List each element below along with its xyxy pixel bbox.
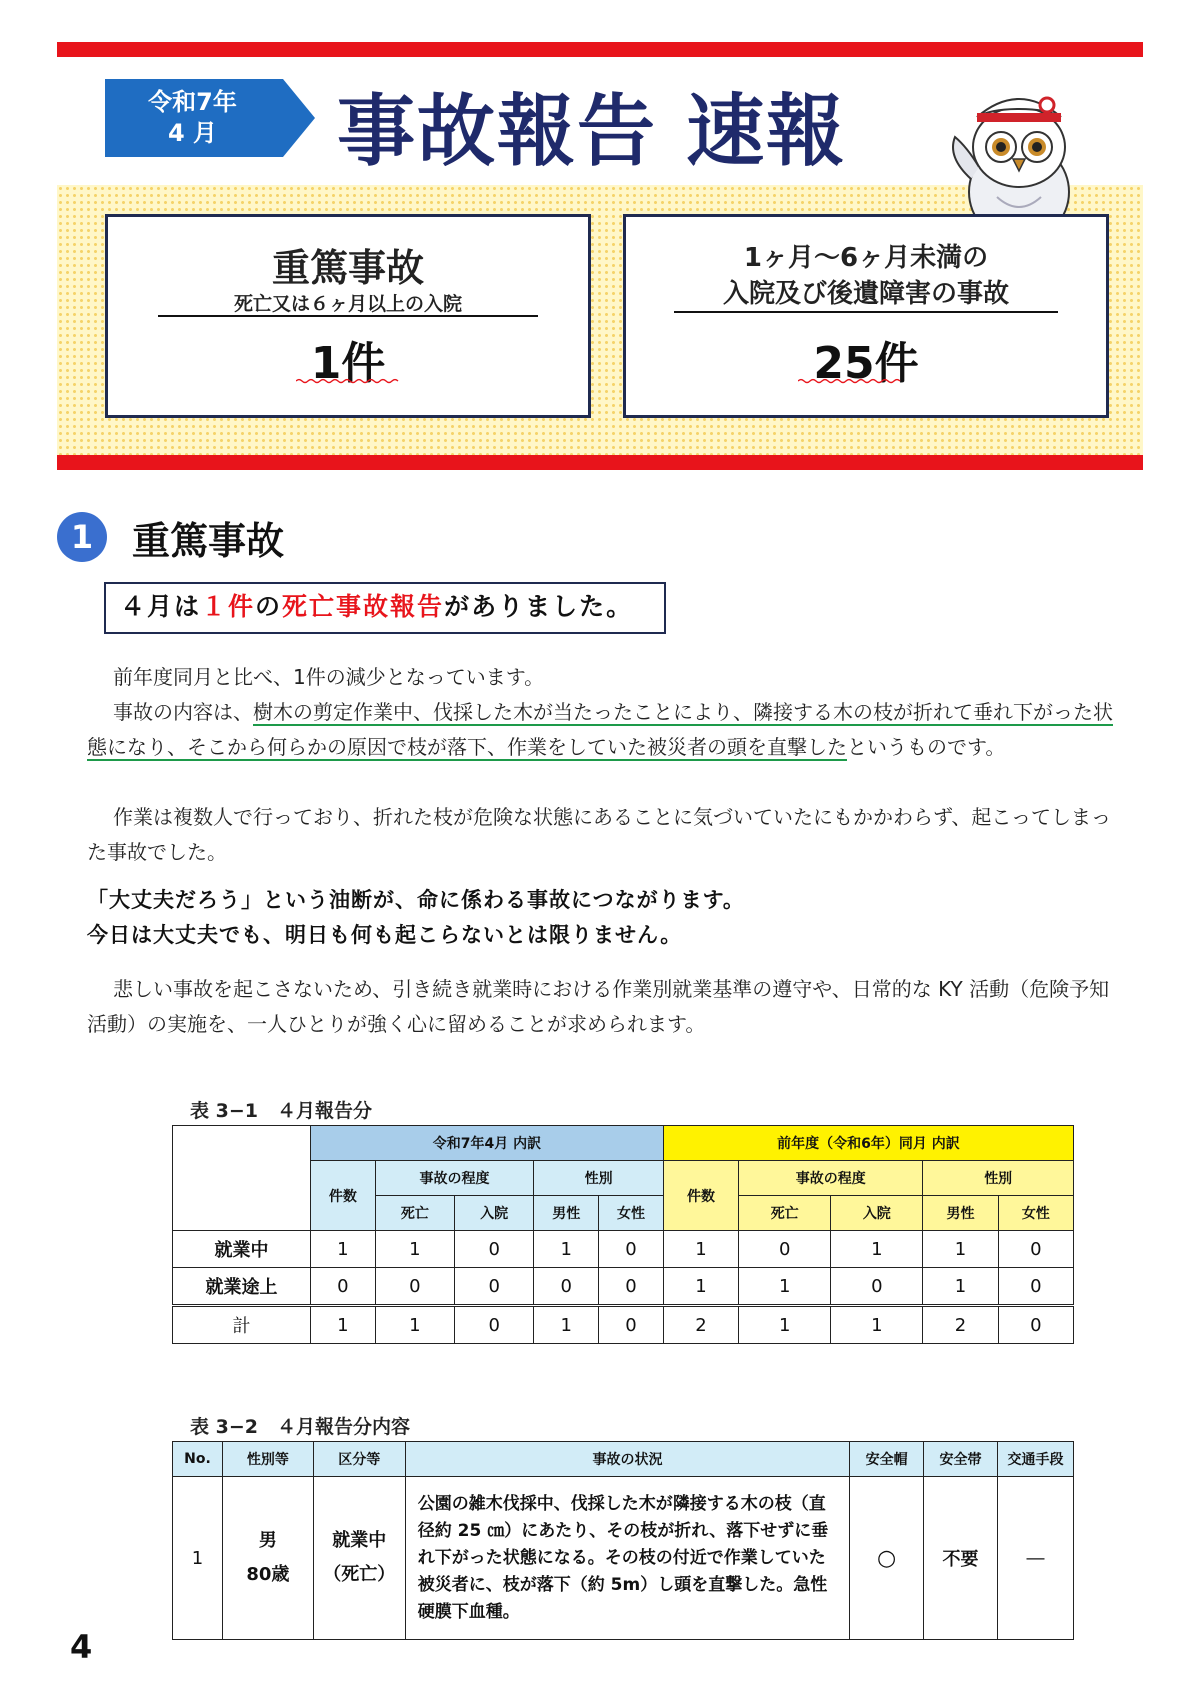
other-accident-box bbox=[623, 214, 1109, 418]
col-belt: 安全帯 bbox=[924, 1442, 998, 1477]
col-male: 男性 bbox=[923, 1196, 998, 1231]
col-female: 女性 bbox=[599, 1196, 664, 1231]
col-degree: 事故の程度 bbox=[739, 1161, 923, 1196]
bottom-red-bar bbox=[57, 455, 1143, 470]
badge-year: 令和7年 bbox=[148, 88, 237, 116]
cell: 0 bbox=[998, 1306, 1073, 1344]
cell: 0 bbox=[455, 1268, 534, 1306]
cell: 0 bbox=[998, 1268, 1073, 1306]
paragraph-4: 悲しい事故を起こさないため、引き続き就業時における作業別就業基準の遵守や、日常的な KY 活動（危険予知活動）の実施を、一人ひとりが強く心に留めることが求められます。 bbox=[87, 977, 1110, 1036]
callout-text: がありました。 bbox=[444, 592, 634, 621]
cell: 1 bbox=[311, 1231, 376, 1268]
col-no: No. bbox=[173, 1442, 223, 1477]
section-title: 重篤事故 bbox=[132, 519, 285, 563]
category-detail: （死亡） bbox=[323, 1564, 396, 1585]
cell: 1 bbox=[831, 1231, 923, 1268]
cell-belt: 不要 bbox=[924, 1477, 998, 1640]
cell: 0 bbox=[739, 1231, 831, 1268]
cell: 1 bbox=[375, 1231, 454, 1268]
col-category: 区分等 bbox=[313, 1442, 405, 1477]
top-red-bar bbox=[57, 42, 1143, 57]
col-sex: 性別 bbox=[534, 1161, 664, 1196]
month-badge bbox=[105, 79, 305, 157]
row-label: 計 bbox=[173, 1306, 311, 1344]
page-title: 事故報告 速報 bbox=[337, 87, 847, 177]
cell: 1 bbox=[375, 1306, 454, 1344]
col-transport: 交通手段 bbox=[998, 1442, 1074, 1477]
divider bbox=[158, 315, 538, 317]
paragraph-1: 前年度同月と比べ、1件の減少となっています。 bbox=[113, 665, 545, 689]
row-label: 就業途上 bbox=[173, 1268, 311, 1306]
category-value: 就業中 bbox=[332, 1530, 387, 1551]
underlined-text: 樹木の剪定作業中、伐採した木が当たったことにより、隣接する木の枝が折れて垂れ下がった状態になり、そこから何らかの原因で枝が落下、作業をしていた被災者の頭を直撃した bbox=[87, 700, 1113, 759]
other-accident-count: 25件 bbox=[813, 338, 919, 389]
cell: 0 bbox=[998, 1231, 1073, 1268]
table-corner bbox=[173, 1126, 311, 1231]
col-count: 件数 bbox=[663, 1161, 738, 1231]
cell-situation: 公園の雑木伐採中、伐採した木が隣接する木の枝（直径約 25 ㎝）にあたり、その枝が折れ、落下せずに垂れ下がった状態になる。その枝の付近で作業していた被災者に、枝が落下（約 5m）し頭を直撃した。急性硬膜下血種。 bbox=[405, 1477, 849, 1640]
cell: 0 bbox=[455, 1306, 534, 1344]
page-number: 4 bbox=[70, 1628, 93, 1666]
cell: 1 bbox=[534, 1306, 599, 1344]
col-hosp: 入院 bbox=[455, 1196, 534, 1231]
cell: 0 bbox=[599, 1231, 664, 1268]
wavy-underline bbox=[296, 378, 400, 384]
cell: 1 bbox=[739, 1268, 831, 1306]
cell: 1 bbox=[739, 1306, 831, 1344]
table2-caption: 表 3−2 ４月報告分内容 bbox=[190, 1416, 410, 1438]
accident-detail-table bbox=[172, 1441, 1074, 1640]
row-label: 就業中 bbox=[173, 1231, 311, 1268]
cell-helmet: ○ bbox=[850, 1477, 924, 1640]
cell: 1 bbox=[923, 1231, 998, 1268]
callout-kind: 死亡事故報告 bbox=[282, 592, 445, 621]
divider bbox=[674, 311, 1058, 313]
cell: 0 bbox=[599, 1306, 664, 1344]
cell: 1 bbox=[311, 1306, 376, 1344]
cell: 0 bbox=[455, 1231, 534, 1268]
summary-callout bbox=[104, 582, 666, 634]
callout-text: の bbox=[255, 592, 283, 621]
col-sex: 性別 bbox=[923, 1161, 1074, 1196]
cell: 2 bbox=[923, 1306, 998, 1344]
table-row-total bbox=[173, 1306, 1074, 1344]
cell: 1 bbox=[534, 1231, 599, 1268]
table-row bbox=[173, 1268, 1074, 1306]
monthly-breakdown-table bbox=[172, 1125, 1074, 1344]
paragraph-text: 事故の内容は、 bbox=[113, 700, 253, 724]
serious-accident-title: 重篤事故 bbox=[271, 246, 424, 290]
cell-transport: ― bbox=[998, 1477, 1074, 1640]
cell: 1 bbox=[831, 1306, 923, 1344]
cell: 2 bbox=[663, 1306, 738, 1344]
emphasis-line-1: 「大丈夫だろう」という油断が、命に係わる事故につながります。 bbox=[87, 888, 745, 912]
prev-group-header: 前年度（令和6年）同月 内訳 bbox=[663, 1126, 1073, 1161]
col-degree: 事故の程度 bbox=[375, 1161, 534, 1196]
cell: 1 bbox=[663, 1231, 738, 1268]
other-accident-title-1: 1ヶ月～6ヶ月未満の bbox=[743, 243, 989, 273]
col-death: 死亡 bbox=[375, 1196, 454, 1231]
sex-value: 男 bbox=[258, 1530, 277, 1551]
serious-accident-subtitle: 死亡又は６ヶ月以上の入院 bbox=[233, 293, 462, 315]
table-row bbox=[173, 1477, 1074, 1640]
paragraph-3: 作業は複数人で行っており、折れた枝が危険な状態にあることに気づいていたにもかかわらず、起こってしまった事故でした。 bbox=[87, 805, 1111, 864]
section-number-badge: 1 bbox=[57, 512, 107, 562]
callout-text: ４月は bbox=[120, 592, 202, 621]
age-value: 80歳 bbox=[246, 1564, 290, 1585]
col-death: 死亡 bbox=[739, 1196, 831, 1231]
callout-count: １件 bbox=[201, 592, 256, 621]
emphasis-line-2: 今日は大丈夫でも、明日も何も起こらないとは限りません。 bbox=[87, 923, 683, 947]
cell-category bbox=[313, 1477, 405, 1640]
wavy-underline bbox=[798, 378, 902, 384]
other-accident-title-2: 入院及び後遺障害の事故 bbox=[722, 279, 1009, 309]
col-sex: 性別等 bbox=[222, 1442, 313, 1477]
cell: 0 bbox=[599, 1268, 664, 1306]
paragraph-2 bbox=[87, 695, 1117, 765]
cell: 0 bbox=[311, 1268, 376, 1306]
table1-caption: 表 3−1 ４月報告分 bbox=[190, 1100, 372, 1122]
col-female: 女性 bbox=[998, 1196, 1073, 1231]
cell: 1 bbox=[663, 1268, 738, 1306]
col-hosp: 入院 bbox=[831, 1196, 923, 1231]
col-situation: 事故の状況 bbox=[405, 1442, 849, 1477]
cell: 0 bbox=[534, 1268, 599, 1306]
header-banner bbox=[57, 57, 1143, 455]
cell: 1 bbox=[923, 1268, 998, 1306]
badge-month: 4 月 bbox=[167, 119, 218, 147]
current-group-header: 令和7年4月 内訳 bbox=[311, 1126, 664, 1161]
cell: 0 bbox=[375, 1268, 454, 1306]
serious-accident-box bbox=[105, 214, 591, 418]
cell-sex bbox=[222, 1477, 313, 1640]
table-row bbox=[173, 1231, 1074, 1268]
cell: 0 bbox=[831, 1268, 923, 1306]
paragraph-text: というものです。 bbox=[847, 735, 1006, 759]
serious-accident-count: 1件 bbox=[310, 338, 386, 389]
col-helmet: 安全帽 bbox=[850, 1442, 924, 1477]
col-male: 男性 bbox=[534, 1196, 599, 1231]
cell-no: 1 bbox=[173, 1477, 223, 1640]
col-count: 件数 bbox=[311, 1161, 376, 1231]
